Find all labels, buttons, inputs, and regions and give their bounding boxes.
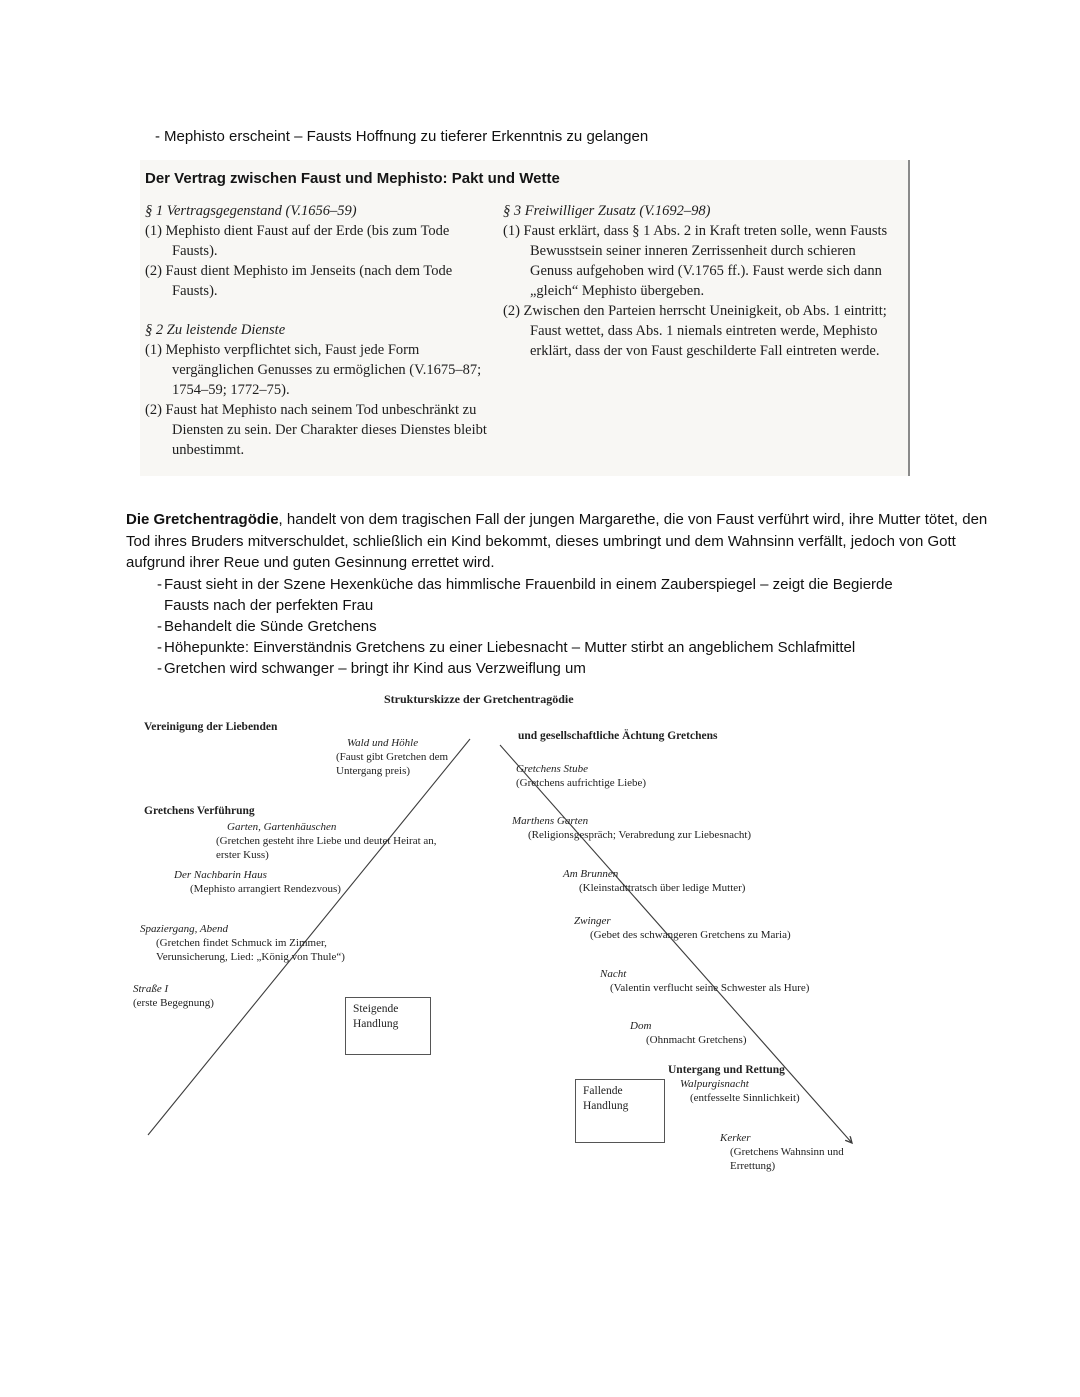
section-2-heading: § 2 Zu leistende Dienste [145,322,286,338]
scene-desc: (entfesselte Sinnlichkeit) [690,1091,800,1104]
phase-label-aechtung: und gesellschaftliche Ächtung Gretchens [518,729,718,742]
section-1-item: (1) Mephisto dient Faust auf der Erde (bis zum Tode Fausts). [145,223,450,259]
scene-name: Der Nachbarin Haus [174,868,267,881]
contract-columns [145,201,894,460]
section-2-item: (1) Mephisto verpflichtet sich, Faust jede Form vergänglichen Genusses zu ermöglichen (V.1675–87; 1754–59; 1772–75). [145,342,482,398]
contract-title: Der Vertrag zwischen Faust und Mephisto: Pakt und Wette [145,170,560,187]
bullet-text: Faust sieht in der Szene Hexenküche das himmlische Frauenbild in einem Zauberspiegel – zeigt die Begierde Fausts nach der perfekten Frau [164,575,893,614]
scene-desc: (Kleinstadttratsch über ledige Mutter) [579,881,746,894]
list-item [126,616,988,637]
scene-name: Wald und Höhle [347,736,419,749]
gretchen-intro [126,509,990,574]
scene-desc: (Gretchens Wahnsinn und Errettung) [730,1145,844,1172]
contract-scan [140,160,910,476]
section-1-item: (2) Faust dient Mephisto im Jenseits (nach dem Tode Fausts). [145,263,453,299]
scene-desc: (Gebet des schwangeren Gretchens zu Maria) [590,928,791,941]
scene-garten [216,820,444,862]
list-item [126,658,988,679]
phase-label-vereinigung: Vereinigung der Liebenden [144,720,278,733]
scene-am-brunnen [563,867,838,895]
scene-name: Dom [630,1019,652,1032]
scene-desc: (Ohnmacht Gretchens) [646,1033,747,1046]
scene-zwinger [574,914,859,942]
scene-strasse-1 [133,982,273,1010]
bullet-marker: - [157,659,162,677]
phase-label-untergang: Untergang und Rettung [668,1063,785,1076]
scene-name: Gretchens Stube [516,762,588,775]
scene-desc: (Religionsgespräch; Verabredung zur Liebesnacht) [528,828,752,841]
scene-spaziergang [140,922,392,964]
list-item [126,574,988,616]
gretchen-intro-lead: Die Gretchentragödie [126,511,279,528]
bullet-text: Behandelt die Sünde Gretchens [164,617,377,635]
scene-name: Am Brunnen [563,867,619,880]
rising-action-box [345,997,431,1055]
falling-action-box [575,1079,665,1143]
scene-name: Marthens Garten [512,814,589,827]
scene-walpurgisnacht [680,1077,905,1105]
bullet-marker: - [157,575,162,593]
scene-desc: (erste Begegnung) [133,996,214,1009]
contract-left-column [145,201,503,460]
scene-name: Straße I [133,982,169,995]
scene-nachbarin-haus [174,868,419,896]
section-3-item: (1) Faust erklärt, dass § 1 Abs. 2 in Kraft treten solle, wenn Fausts Bewusstsein seiner inneren Zerrissenheit durch schieren Genuss aufgehoben wird (V.1765 ff.). Faust werde sich dann „gleich“ Mephisto übergeben. [503,223,888,299]
diagram-title: Strukturskizze der Gretchentragödie [384,691,574,706]
scene-desc: (Gretchen gesteht ihre Liebe und deutet Heirat an, erster Kuss) [216,834,437,861]
bullet-text: Gretchen wird schwanger – bringt ihr Kind aus Verzweiflung um [164,659,586,677]
scene-dom [630,1019,830,1047]
scene-wald-und-hoehle [336,736,478,778]
top-note-text: Mephisto erscheint – Fausts Hoffnung zu tieferer Erkenntnis zu gelangen [164,128,649,145]
scene-nacht [600,967,895,995]
scene-name: Walpurgisnacht [680,1077,749,1090]
gretchen-bullet-list [126,574,988,679]
scene-name: Garten, Gartenhäuschen [227,820,337,833]
section-3-heading: § 3 Freiwilliger Zusatz (V.1692–98) [503,203,711,219]
scene-name: Nacht [600,967,627,980]
gretchen-intro-text: , handelt von dem tragischen Fall der jungen Margarethe, die von Faust verführt wird, ihre Mutter tötet, den Tod ihres Bruders mitverschuldet, schließlich ein Kind bekommt, dieses umbringt und dem Wahnsinn verfällt, jedoch von Gott aufgrund ihrer Reue und guten Gesinnung errettet wird. [126,511,988,571]
structure-sketch-diagram [126,687,996,1199]
bullet-marker: - [157,638,162,656]
section-3-item: (2) Zwischen den Parteien herrscht Uneinigkeit, ob Abs. 1 eintritt; Faust wettet, dass Abs. 1 niemals eintreten werde, Mephisto erklärt, dass der von Faust geschilderte Fall eintreten werde. [503,303,887,359]
scene-desc: (Faust gibt Gretchen dem Untergang preis) [336,750,449,777]
scene-name: Spaziergang, Abend [140,922,228,935]
scene-desc: (Gretchen findet Schmuck im Zimmer, Verunsicherung, Lied: „König von Thule“) [156,936,345,963]
scene-name: Zwinger [574,914,611,927]
scene-desc: (Mephisto arrangiert Rendezvous) [190,882,341,895]
scene-marthens-garten [512,814,862,842]
bullet-marker: - [155,128,160,145]
scene-desc: (Gretchens aufrichtige Liebe) [516,776,647,789]
bullet-text: Höhepunkte: Einverständnis Gretchens zu einer Liebesnacht – Mutter stirbt an angeblichem Schlafmittel [164,638,856,656]
scene-gretchens-stube [516,762,736,790]
spacer [145,301,489,320]
section-2-item: (2) Faust hat Mephisto nach seinem Tod unbeschränkt zu Diensten zu sein. Der Charakter dieses Dienstes bleibt unbestimmt. [145,402,487,458]
scene-name: Kerker [720,1131,751,1144]
list-item [126,637,988,658]
falling-action-label: Fallende Handlung [583,1084,629,1112]
section-1-heading: § 1 Vertragsgegenstand (V.1656–59) [145,203,357,219]
scene-desc: (Valentin verflucht seine Schwester als Hure) [610,981,810,994]
contract-right-column [503,201,894,460]
rising-action-label: Steigende Handlung [353,1002,399,1030]
bullet-marker: - [157,617,162,635]
top-note [126,126,988,147]
phase-label-verfuehrung: Gretchens Verführung [144,804,255,817]
scene-kerker [720,1131,888,1173]
